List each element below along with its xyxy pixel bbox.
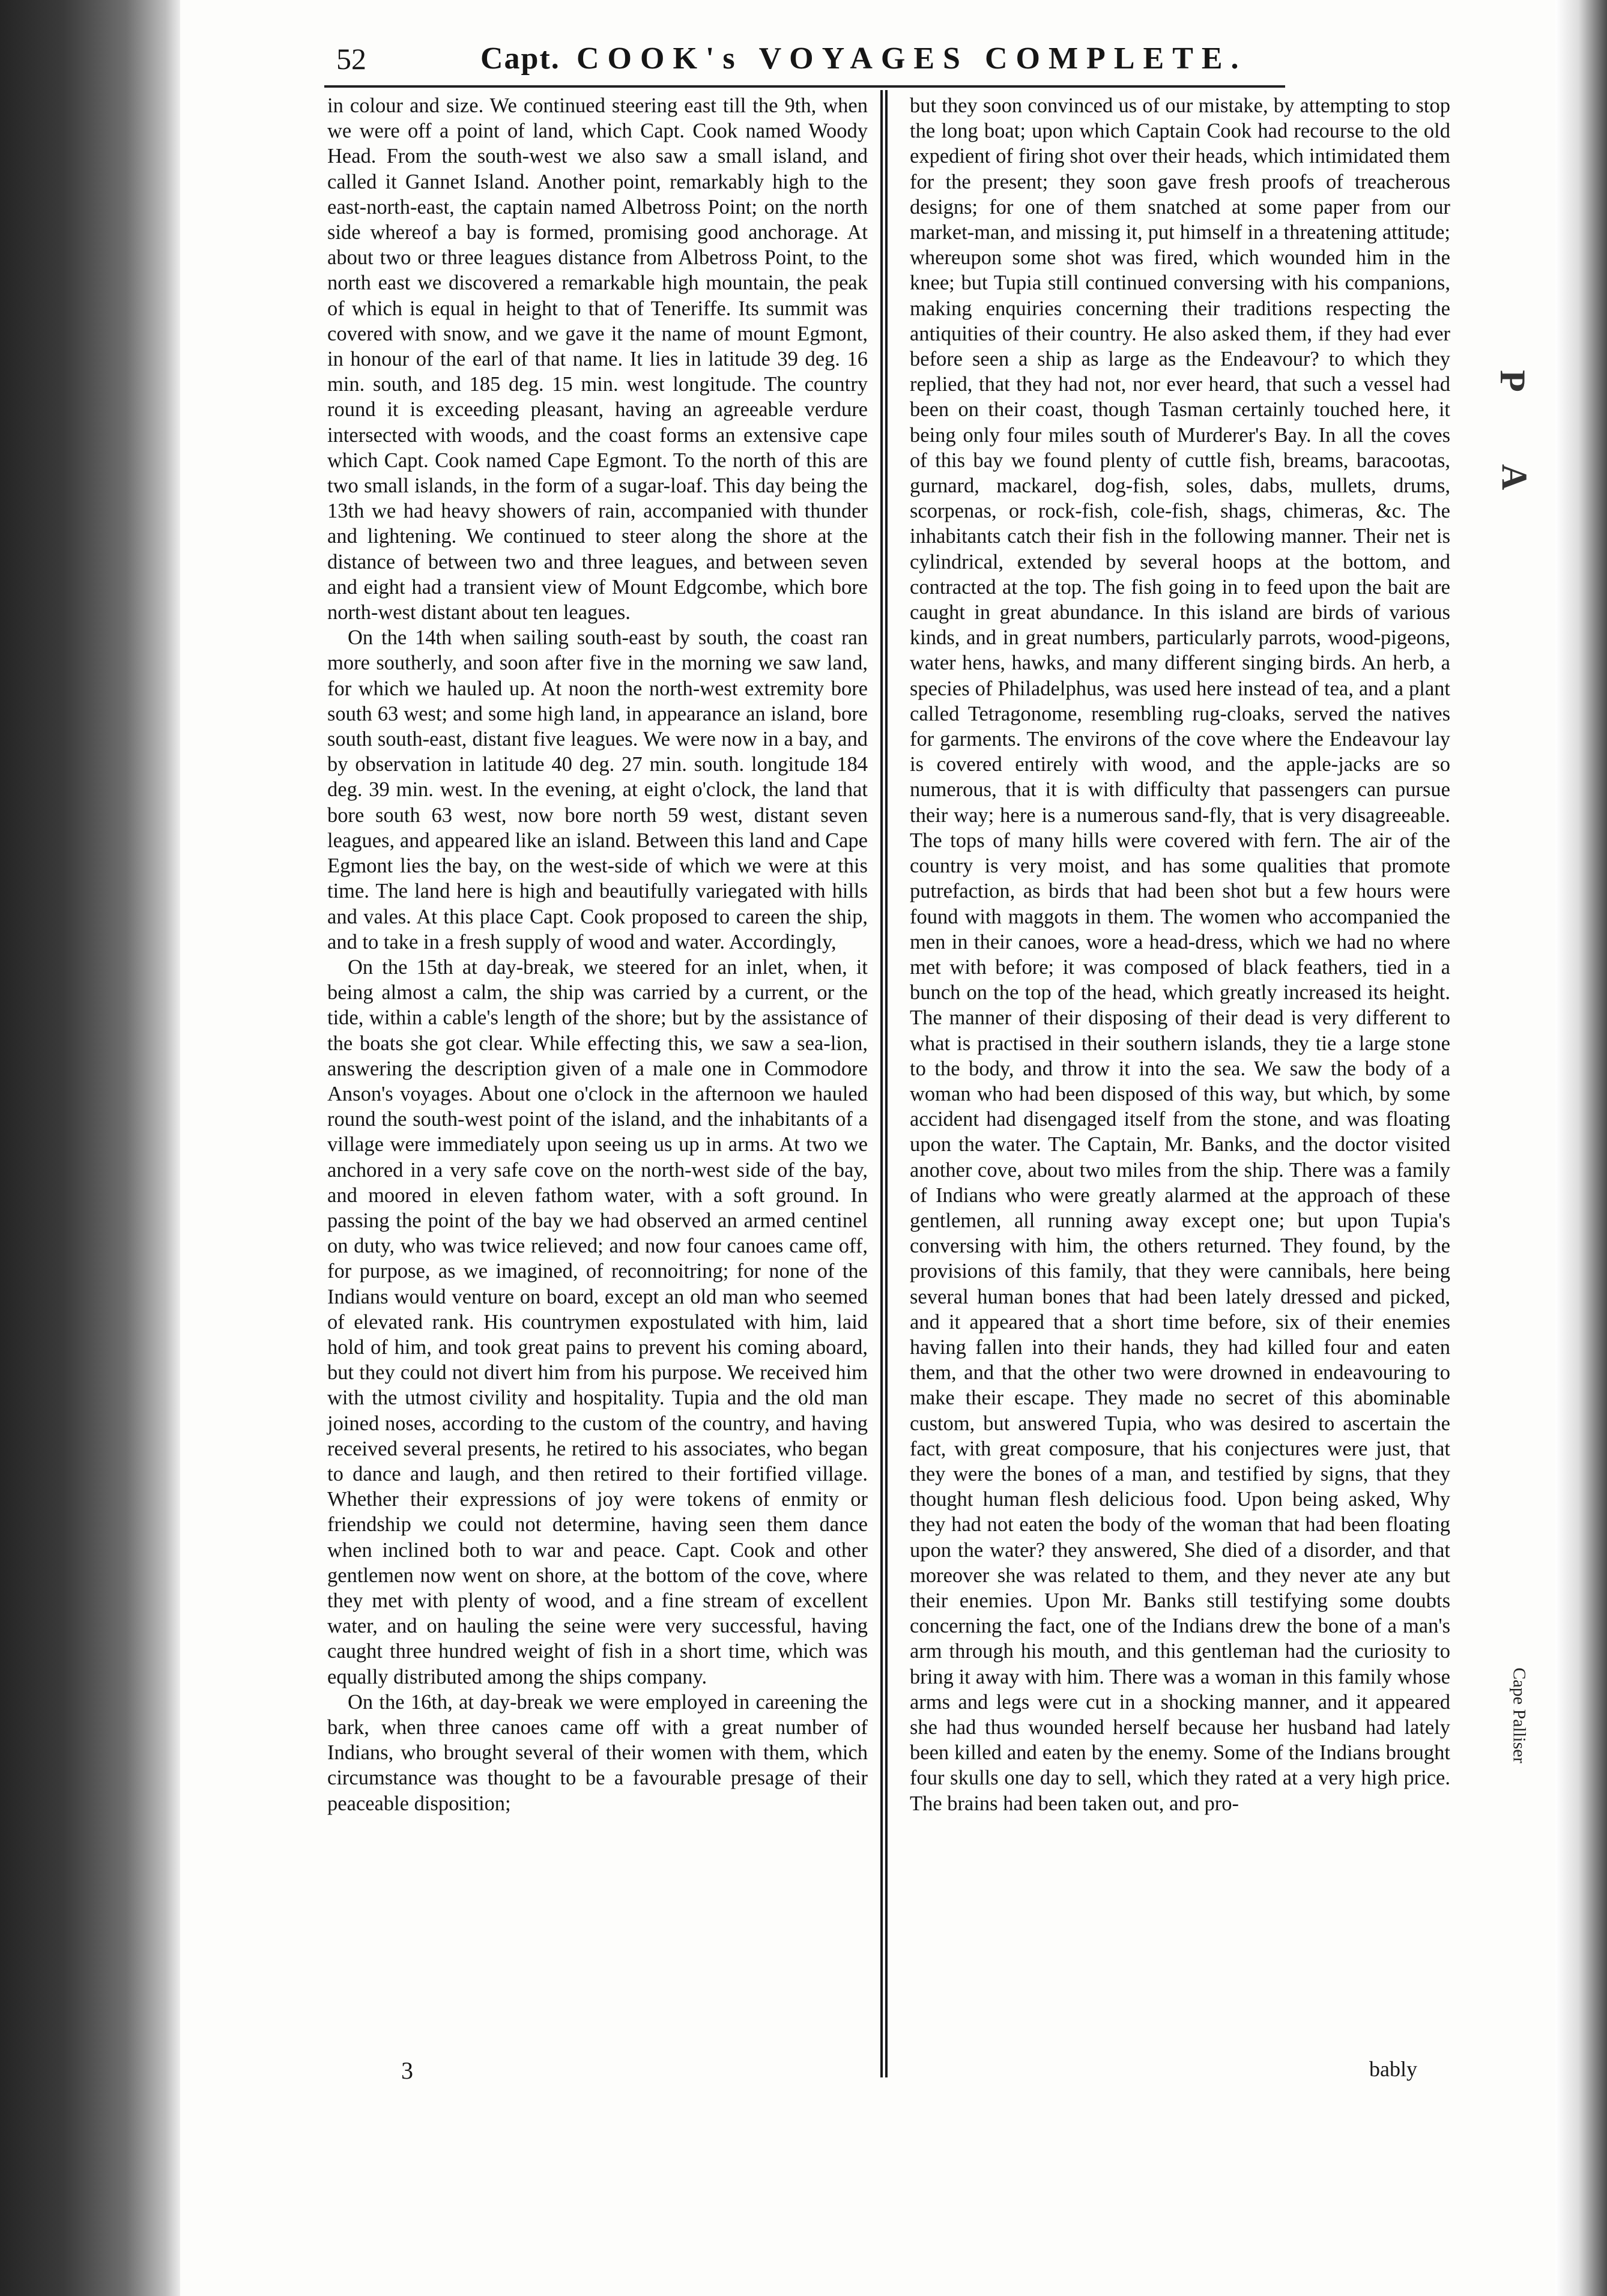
paragraph: in colour and size. We continued steering east till the 9th, when we were off a point of land, which Capt. Cook named Woody Head. From the south-west we also saw a small island, and called it Gannet Island. Another point, remarkably high to the east-north-east, the captain named Albetross Point; on the north side whereof a bay is formed, promising good anchorage. At about two or three leagues distance from Albetross Point, to the north east we discovered a remarkable high mountain, the peak of which is equal in height to that of Teneriffe. Its summit was covered with snow, and we gave it the name of mount Egmont, in honour of the earl of that name. It lies in latitude 39 deg. 16 min. south, and 185 deg. 15 min. west longitude. The country round it is exceeding pleasant, having an agreeable verdure intersected with woods, and the coast forms an extensive cape which Capt. Cook named Cape Egmont. To the north of this are two small islands, in the form of a sugar-loaf. This day being the 13th we had heavy showers of rain, accompanied with thunder and lightening. We continued to steer along the shore at the distance of between two and three leagues, and between seven and eight had a transient view of Mount Edgcombe, which bore north-west distant about ten leagues.: [327, 94, 868, 624]
catchword: bably: [1369, 2057, 1417, 2081]
map-label: Cape Palliser: [1509, 1667, 1530, 1763]
facing-map-fragment: [1465, 96, 1555, 1897]
signature-mark: 3: [401, 2057, 413, 2084]
header-capt: Capt.: [480, 41, 560, 76]
facing-page-edge: [1555, 0, 1607, 2296]
paragraph: On the 16th, at day-break we were employed in careening the bark, when three canoes came off with a great number of Indians, who brought several of their women with them, which circumstance was thought to be a favourable presage of their peaceable disposition;: [327, 1690, 868, 1815]
map-letter: A: [1495, 464, 1535, 491]
right-column: [910, 93, 1450, 1816]
map-letter: P: [1492, 370, 1533, 392]
paragraph: On the 15th at day-break, we steered for an inlet, when, it being almost a calm, the ship was carried by a current, or the tide, within a cable's length of the shore; but by the assistance of the boats she got clear. While effecting this, we saw a sea-lion, answering the description given of a male one in Commodore Anson's voyages. About one o'clock in the afternoon we hauled round the south-west point of the island, and the inhabitants of a village were immediately upon seeing us up in arms. At two we anchored in a very safe cove on the north-west side of the bay, and moored in eleven fathom water, with a soft ground. In passing the point of the bay we had observed an armed centinel on duty, who was twice relieved; and now four canoes came off, for purpose, as we imagined, of reconnoitring; for none of the Indians would venture on board, except an old man who seemed of elevated rank. His countrymen expostulated with him, laid hold of him, and took great pains to prevent his coming aboard, but they could not divert him from his purpose. We received him with the utmost civility and hospitality. Tupia and the old man joined noses, according to the custom of the country, and having received several presents, he retired to his associates, who began to dance and laugh, and then retired to their fortified village. Whether their expressions of joy were tokens of enmity or friendship we could not determine, having seen them dance when inclined both to war and peace. Capt. Cook and other gentlemen now went on shore, at the bottom of the cove, where they met with plenty of wood, and a fine stream of excellent water, and on hauling the seine were very successful, having caught three hundred weight of fish in a short time, which was equally distributed among the ships company.: [327, 955, 868, 1688]
left-column: [327, 93, 868, 1816]
running-header: [336, 35, 1273, 83]
paragraph: On the 14th when sailing south-east by south, the coast ran more southerly, and soon after five in the morning we saw land, for which we hauled up. At noon the north-west extremity bore south 63 west; and some high land, in appearance an island, bore south south-east, distant five leagues. We were now in a bay, and by observation in latitude 40 deg. 27 min. south. longitude 184 deg. 39 min. west. In the evening, at eight o'clock, the land that bore south 63 west, now bore north 59 west, distant seven leagues, and appeared like an island. Between this land and Cape Egmont lies the bay, on the west-side of which we were at this time. The land here is high and beautifully variegated with hills and vales. At this place Capt. Cook proposed to careen the ship, and to take in a fresh supply of wood and water. Accordingly,: [327, 626, 868, 953]
header-title: COOK's VOYAGES COMPLETE.: [577, 41, 1247, 76]
page-number: 52: [336, 42, 366, 76]
book-binding-gutter: [0, 0, 180, 2296]
column-divider: [880, 90, 888, 2077]
header-rule: [324, 85, 1285, 88]
paragraph: but they soon convinced us of our mistake, by attempting to stop the long boat; upon which Captain Cook had recourse to the old expedient of firing shot over their heads, which intimidated them for the present; they soon gave fresh proofs of treacherous designs; for one of them snatched at some paper from our market-man, and missing it, put himself in a threatening attitude; whereupon some shot was fired, which wounded him in the knee; but Tupia still continued conversing with his companions, making enquiries concerning their traditions respecting the antiquities of their country. He also asked them, if they had ever before seen a ship as large as the Endeavour? to which they replied, that they had not, nor ever heard, that such a vessel had been on their coast, though Tasman certainly touched here, it being only four miles south of Murderer's Bay. In all the coves of this bay we found plenty of cuttle fish, breams, baracootas, gurnard, mackarel, dog-fish, soles, dabs, mullets, drums, scorpenas, or rock-fish, cole-fish, shags, chimeras, &c. The inhabitants catch their fish in the following manner. Their net is cylindrical, extended by several hoops at the bottom, and contracted at the top. The fish going in to feed upon the bait are caught in great abundance. In this island are birds of various kinds, and in great numbers, particularly parrots, wood-pigeons, water hens, hawks, and many different singing birds. An herb, a species of Philadelphus, was used here instead of tea, and a plant called Tetragonome, resembling rug-cloaks, served the natives for garments. The environs of the cove where the Endeavour lay is covered entirely with wood, and the apple-jacks are so numerous, that it is with difficulty that passengers can pursue their way; here is a numerous sand-fly, that is very disagreeable. The tops of many hills were covered with fern. The air of the country is very moist, and has some qualities that promote putrefaction, as birds that had been shot but a few hours were found with maggots in them. The women who accompanied the men in their canoes, wore a head-dress, which we had no where met with before; it was composed of black feathers, tied in a bunch on the top of the head, which greatly increased its height. The manner of their disposing of their dead is very different to what is practised in their southern islands, they tie a large stone to the body, and throw it into the sea. We saw the body of a woman who had been disposed of this way, but which, by some accident had disengaged itself from the stone, and was floating upon the water. The Captain, Mr. Banks, and the doctor visited another cove, about two miles from the ship. There was a family of Indians who were greatly alarmed at the approach of these gentlemen, all running away except one; but upon Tupia's conversing with him, the others returned. They found, by the provisions of this family, that they were cannibals, here being several human bones that had been lately dressed and picked, and it appeared that a short time before, six of their enemies having fallen into their hands, they had killed four and eaten them, and that the other two were drowned in endeavouring to make their escape. They made no secret of this abominable custom, but answered Tupia, who was desired to ascertain the fact, with great composure, that his conjectures were just, that they were the bones of a man, and testified by signs, that they thought human flesh delicious food. Upon being asked, Why they had not eaten the body of the woman that had been floating upon the water? they answered, She died of a disorder, and that moreover she was related to them, and they never ate any but their enemies. Upon Mr. Banks still testifying some doubts concerning the fact, one of the Indians drew the bone of a man's arm through his mouth, and this gentleman had the curiosity to bring it away with him. There was a woman in this family whose arms and legs were cut in a shocking manner, and it appeared she had thus wounded herself because her husband had lately been killed and eaten by the enemy. Some of the Indians brought four skulls one day to sell, which they rated at a very high price. The brains had been taken out, and pro-: [910, 94, 1450, 1815]
